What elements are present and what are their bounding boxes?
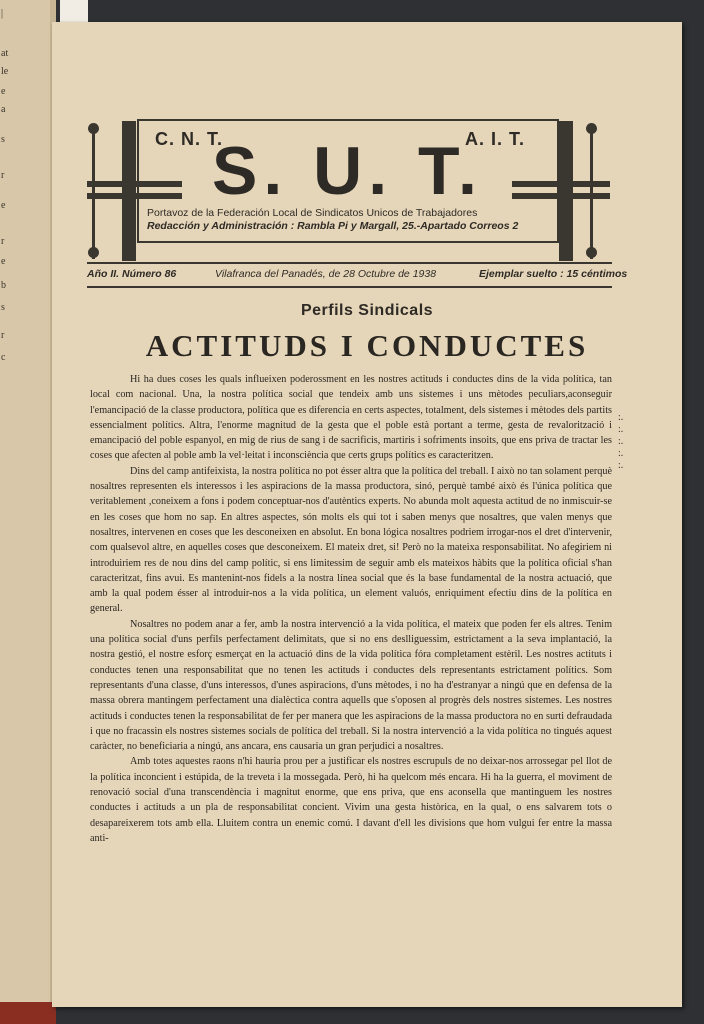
adjacent-page-fragment: s — [1, 134, 5, 145]
top-rule — [87, 262, 612, 264]
adjacent-page-fragment: s — [1, 302, 5, 313]
adjacent-page-fragment: le — [1, 66, 9, 77]
right-ornament-knob-bottom — [586, 247, 597, 258]
ait-label: A. I. T. — [465, 129, 526, 149]
article-paragraph: Nosaltres no podem anar a fer, amb la nostra intervenció a la vida política, el mateix que poden fer els altres. Tenim una política social d'uns perfils perfectament delimitats, que si no ens deslliguessim, estrictament a la seva implantació, la nostra gestió, el nostre esforç esmerçat en la actuació dins de la vida política fóra completament estèril. Les nostres actituts i conductes tenen una responsabilitat que no tenen les actituds i conductes dels representants estrictament polítics. Som representants d'una classe, d'uns interessos, d'unes aspiracions, d'uns mètodes, i no ha d'estranyar a ningú que en defensa de la massa obrera mantingem perfectament una dialèctica contra aquells que s'oposen al progrès dels nostres sistemes. Les nostres actituds i conductes tenen la responsabilitat de fer per manera que les aspiracions de la massa productora no en surti defraudada i que no fracassin els nostres sistemes socials de política del treball. Si la nostra intervenció a la vida política no tingués aquest caràcter, no beneficiaria a ningú, ans ancara, ens causaria un gran perjudici a nosaltres. — [90, 618, 612, 753]
adjacent-page-fragment: a — [1, 104, 6, 115]
masthead — [87, 117, 612, 277]
article-paragraph: Amb totes aquestes raons n'hi hauria prou per a justificar els nostres escrupuls de no deixar-nos arrossegar pel llot de la política inconcient i estúpida, de la treveta i la mossegada. Però, hi ha quelcom més encara. Hi ha la guerra, el moviment de renovació social d'una transcendència i magnitut enorme, que ens priva, que ens aconsella que mantinguem les nostres conductes i actituds a un pla de responsabilitat concient. Vivim una gesta històrica, en la qual, o ens salvarem tots o desapareixerem tots amb ella. Lluitem contra un enemic comú. I davant d'ell les divisions que hom vulgui fer entre la massa anti- — [90, 756, 612, 844]
adjacent-page-fragment: r — [1, 170, 5, 181]
article-title: ACTITUDS I CONDUCTES — [145, 328, 589, 363]
adjacent-page-fragment: e — [1, 256, 6, 267]
newspaper-title: S. U. T. — [212, 133, 483, 209]
book-spine-binding — [0, 1002, 56, 1024]
right-ornament-crossbar-bottom — [512, 193, 610, 199]
adjacent-page-fragment: r — [1, 236, 5, 247]
left-ornament-knob-bottom — [88, 247, 99, 258]
left-ornament-crossbar-bottom — [87, 193, 182, 199]
article-paragraph: Hi ha dues coses les quals influeixen poderossment en les nostres actituds i conductes dins de la vida política, tan local com nacional. Una, la nostra política social que tendeix amb uns sistemes i uns mètodes peculiars,aconseguir l'emancipació de la classe productora, política que es diferencia en certs aspectes, totalment, dels sistemes i mètodes dels partits essencialment polítics. Altra, l'enorme magnitud de la gesta que el poble està portant a terme, gesta de revalorització i emancipació del poble espanyol, en mig de rius de sang i de sacrificis, martiris i sofriments insoits, que ens priva de tractar les coses que afecten al poble amb la vel·leitat i inconsciència que certs grups polítics es caracteritzen. — [90, 374, 612, 462]
adjacent-page-fragment: c — [1, 352, 6, 363]
cnt-label: C. N. T. — [155, 129, 224, 149]
bottom-rule — [87, 286, 612, 288]
margin-marks: :. :. :. :. :. — [618, 412, 624, 471]
left-ornament-pillar — [122, 121, 136, 261]
adjacent-page — [0, 0, 56, 1024]
address-line: Redacción y Administración : Rambla Pi y Margall, 25.-Apartado Correos 2 — [147, 220, 519, 232]
adjacent-page-fragment: r — [1, 330, 5, 341]
left-ornament-knob-top — [88, 123, 99, 134]
subtitle-line: Portavoz de la Federación Local de Sindicatos Unicos de Trabajadores — [147, 207, 478, 219]
place-date: Vilafranca del Panadés, de 28 Octubre de 1938 — [215, 268, 437, 280]
adjacent-page-fragment: b — [1, 280, 6, 291]
article-kicker: Perfils Sindicals — [300, 302, 434, 319]
masthead-subtitle — [147, 207, 547, 233]
adjacent-page-fragment: e — [1, 86, 6, 97]
right-ornament-crossbar-top — [512, 181, 610, 187]
right-ornament-knob-top — [586, 123, 597, 134]
newspaper-page — [52, 22, 682, 1007]
adjacent-page-fragment: e — [1, 200, 6, 211]
adjacent-page-fragment: | — [1, 8, 4, 19]
article-body — [90, 372, 612, 846]
issue-number: Año II. Número 86 — [87, 268, 177, 280]
adjacent-page-fragment: at — [1, 48, 9, 59]
right-ornament-pillar — [559, 121, 573, 261]
article-paragraph: Dins del camp antifeixista, la nostra política no pot ésser altra que la política del treball. I això no tan solament perquè nosaltres representen els interessos i les aspiracions de la massa productora, sinó, perquè també això és l'única política que veritablement ,coneixem a fons i podem conceptuar-nos d'autèntics experts. No abunda molt aquesta actitud de no inmiscuir-se en les coses que hom no sap. En altres aspectes, són molts els qui tot i saben menys que nosaltres, que valen menys que nosaltres, intervenen en coses que les desconeixen en absolut. En bona lógica nosaltres podriem irrogar-nos el dret d'intervenir, com qualsevol altre, en aquelles coses que desconeixem. El mateix dret, si! Però no la mateixa responsabilitat. No afegiriem ni introduiriem res de nou dins del camp polític, si ens limitessim de seguir amb els mateixos hàbits que la política oficial s'han caracteritzat, fins avui. Es mantenint-nos fidels a la nostra línea social que és la base fundamental de la nostra actuació, que amb la qual podem ésser al introduir-nos a la vida política, un element valuós, enriquiment efectiu dins de la política en general. — [90, 465, 612, 615]
left-ornament-crossbar-top — [87, 181, 182, 187]
price: Ejemplar suelto : 15 céntimos — [479, 268, 628, 280]
